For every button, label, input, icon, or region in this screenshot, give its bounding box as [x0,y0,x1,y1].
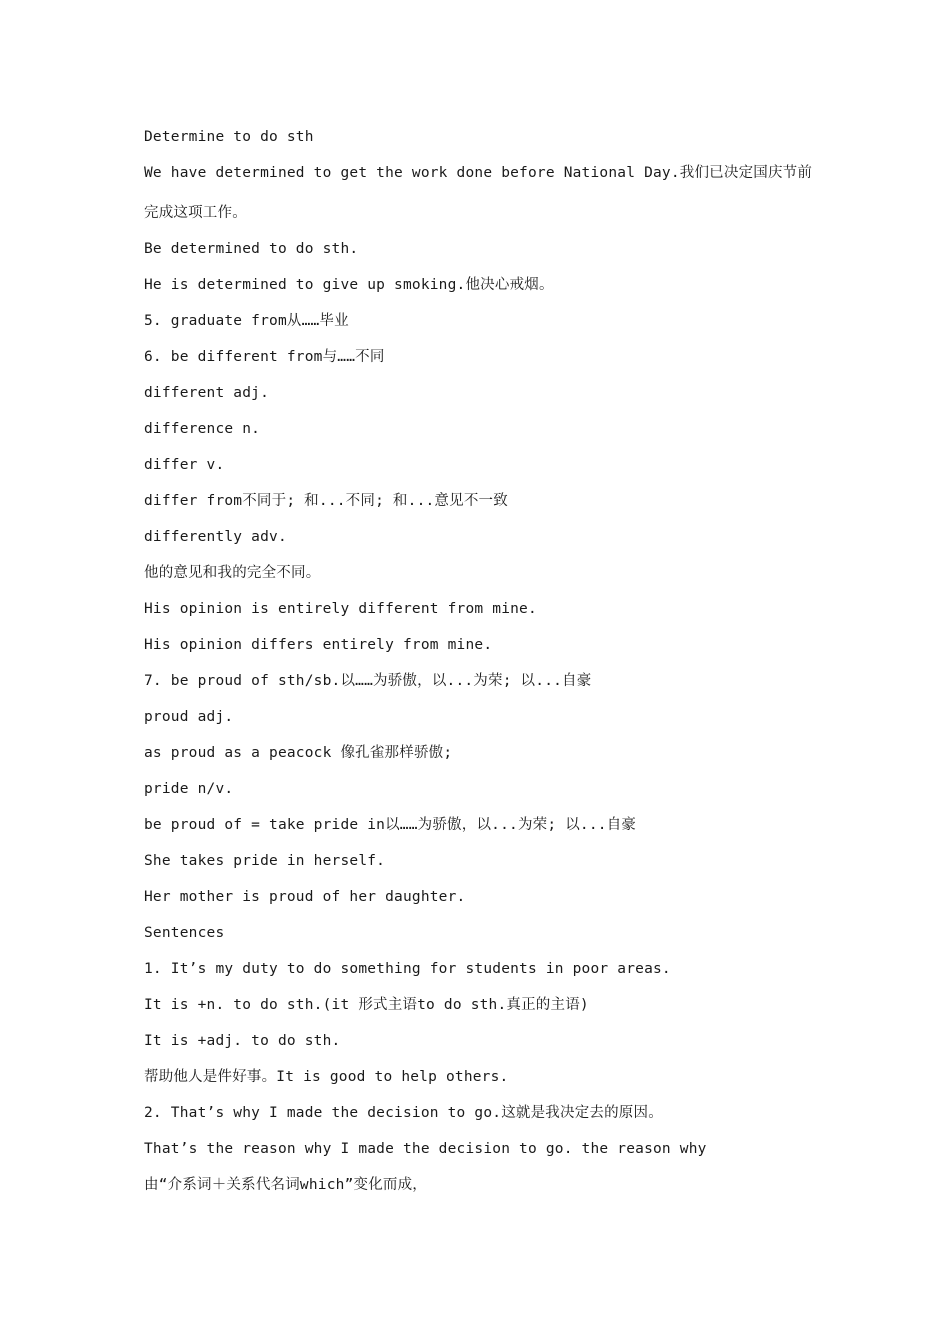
text-line: Her mother is proud of her daughter. [144,889,466,905]
text-line: 由“介系词＋关系代名词which”变化而成， [144,1177,428,1193]
text-line: She takes pride in herself. [144,853,386,869]
text-line: differ from不同于; 和...不同; 和...意见不一致 [144,493,508,509]
text-line: It is +adj. to do sth. [144,1033,341,1049]
text-line: His opinion is entirely different from mine. [144,601,537,617]
document-body [144,126,824,1210]
text-line: be proud of = take pride in以……为骄傲，以...为荣; 以...自豪 [144,817,637,833]
text-line: His opinion differs entirely from mine. [144,637,493,653]
text-line: 完成这项工作。 [144,205,247,221]
text-line: It is +n. to do sth.(it 形式主语to do sth.真正的主语) [144,997,589,1013]
text-line: We have determined to get the work done before National Day.我们已决定国庆节前 [144,165,813,181]
numbered-item: 5. graduate from从……毕业 [144,313,349,329]
text-line: He is determined to give up smoking.他决心戒烟。 [144,277,554,293]
text-line: That’s the reason why I made the decision to go. the reason why [144,1141,707,1157]
text-line: different adj. [144,385,270,401]
text-line: 帮助他人是件好事。It is good to help others. [144,1069,509,1085]
numbered-item: 6. be different from与……不同 [144,349,385,365]
text-line: Determine to do sth [144,129,314,145]
text-line: as proud as a peacock 像孔雀那样骄傲; [144,745,453,761]
numbered-item: 7. be proud of sth/sb.以……为骄傲，以...为荣; 以...自豪 [144,673,592,689]
text-line: 他的意见和我的完全不同。 [144,565,321,581]
numbered-item: 2. That’s why I made the decision to go.这就是我决定去的原因。 [144,1105,663,1121]
text-line: pride n/v. [144,781,234,797]
text-line: differ v. [144,457,225,473]
section-heading: Sentences [144,925,225,941]
text-line: difference n. [144,421,261,437]
text-line: Be determined to do sth. [144,241,359,257]
text-line: proud adj. [144,709,234,725]
numbered-item: 1. It’s my duty to do something for students in poor areas. [144,961,671,977]
text-line: differently adv. [144,529,287,545]
